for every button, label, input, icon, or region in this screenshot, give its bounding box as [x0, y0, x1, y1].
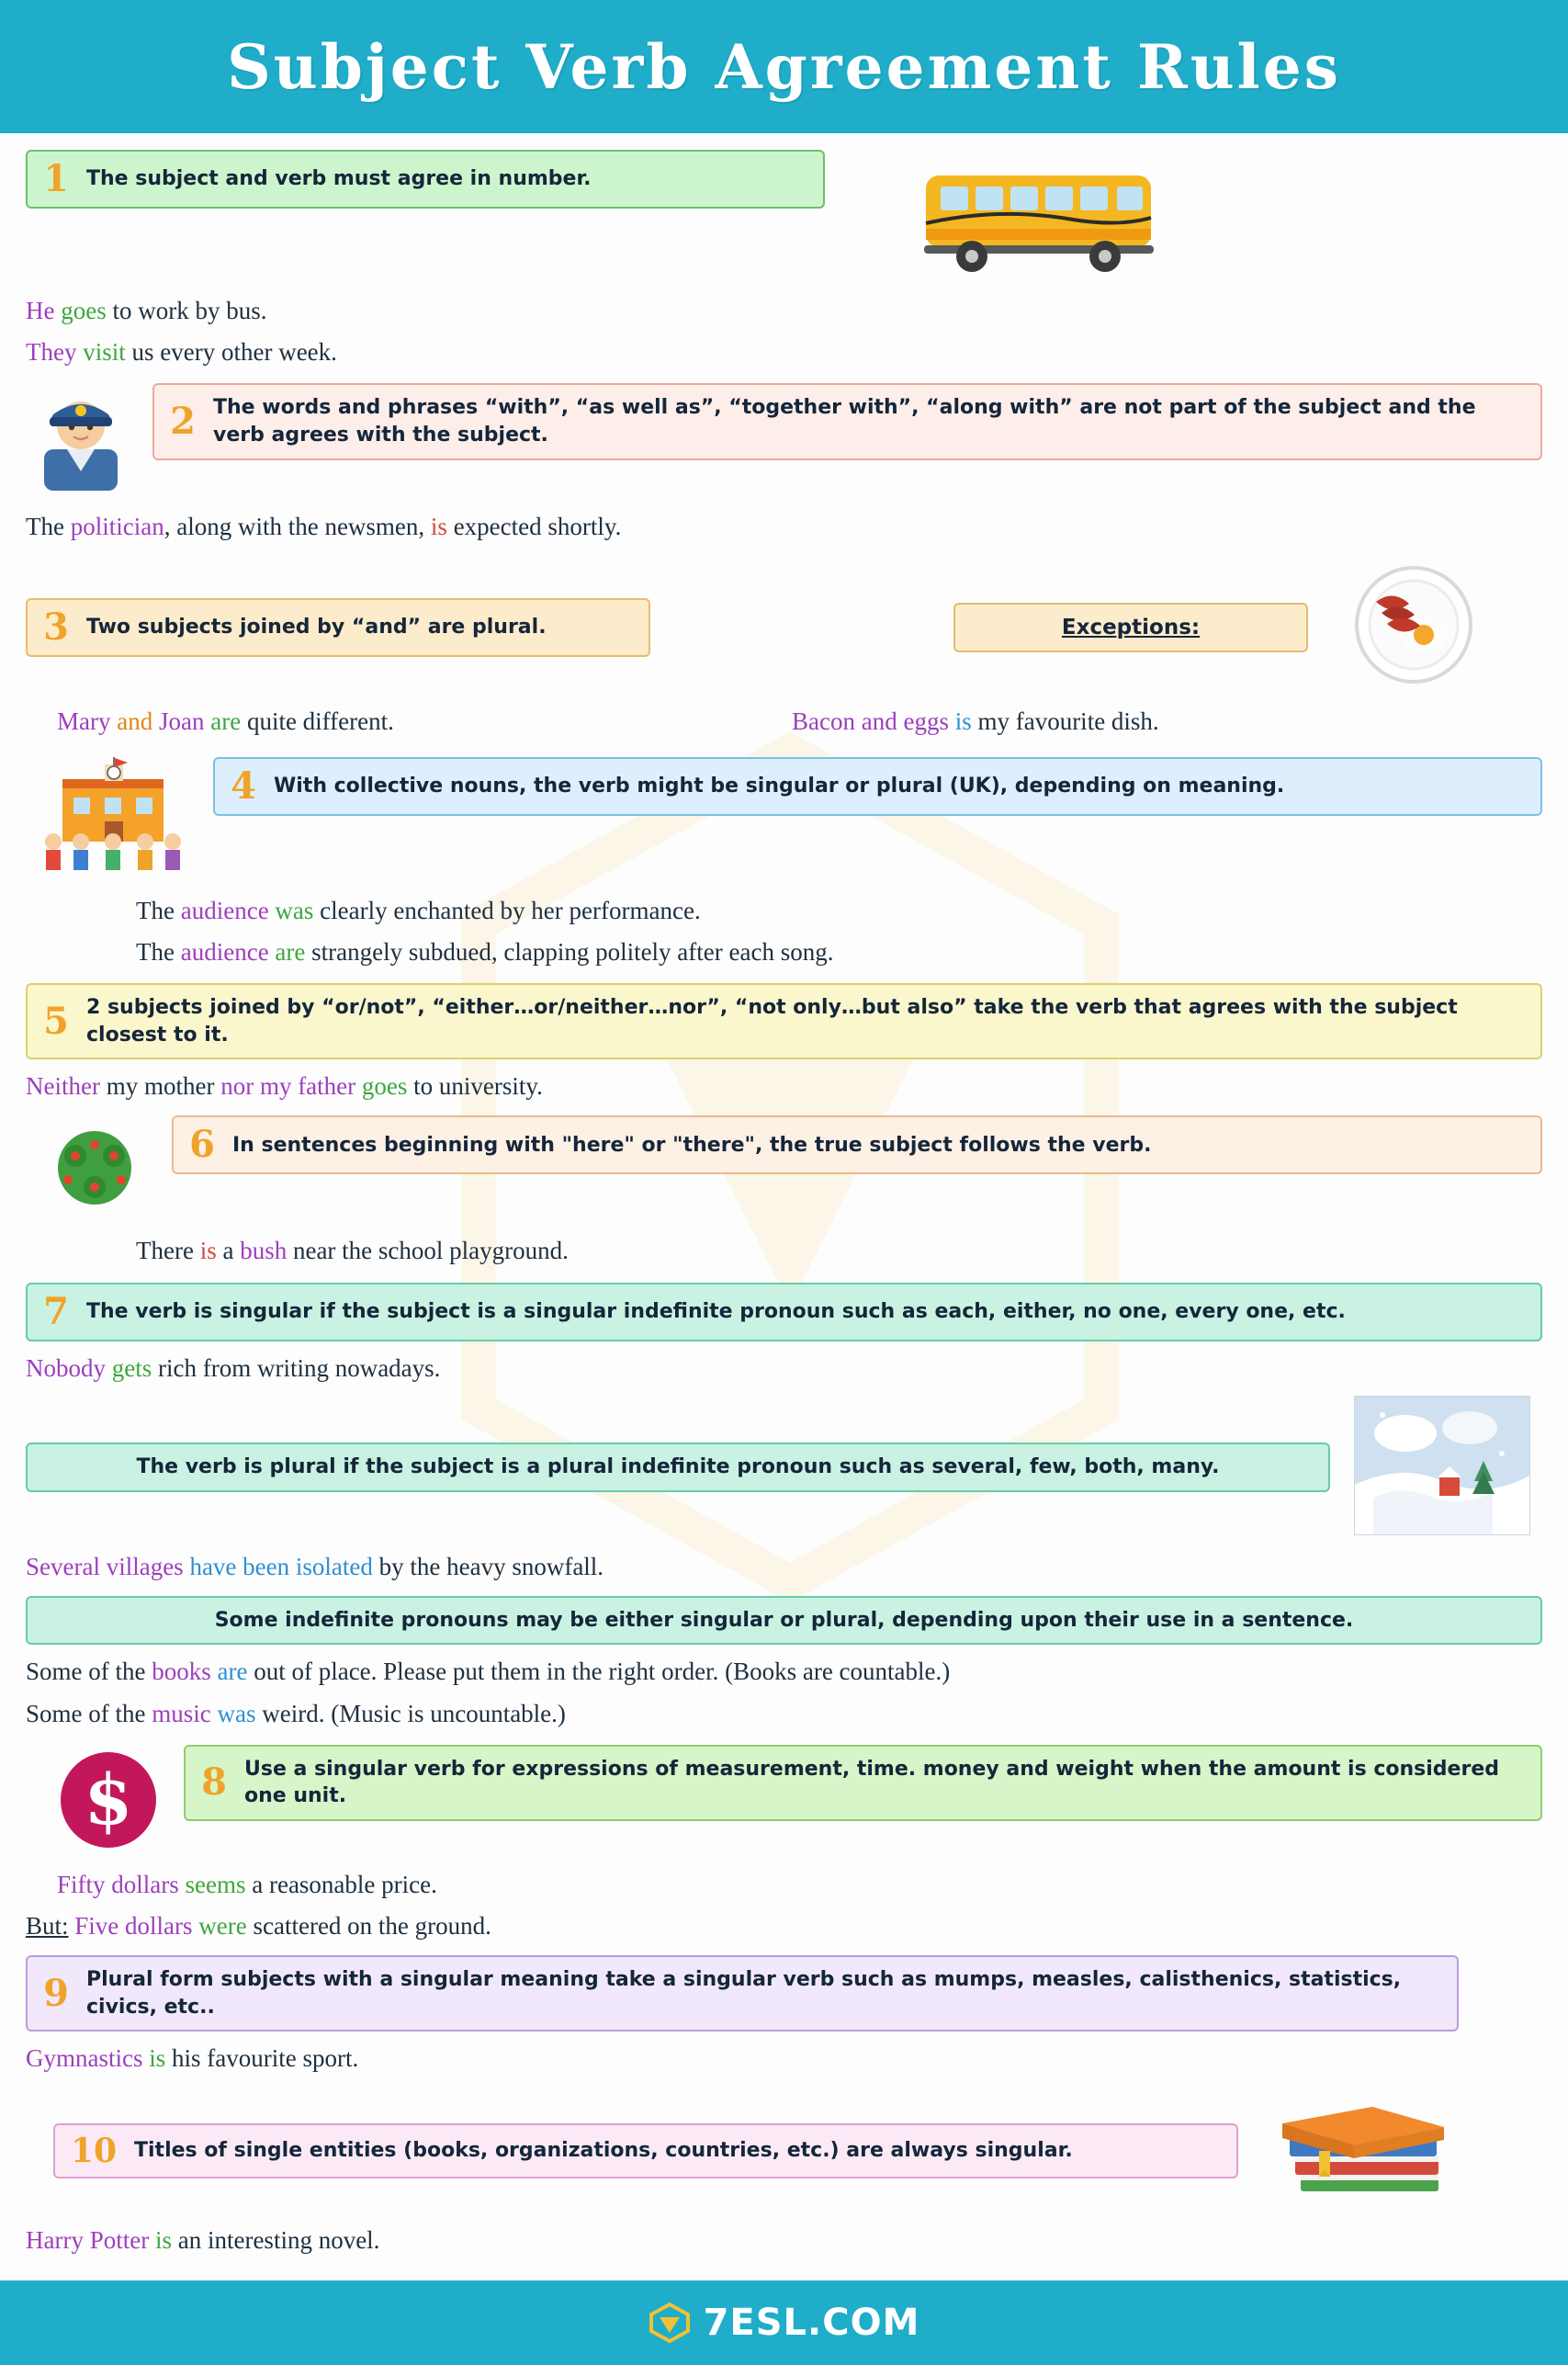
school-children-image [26, 757, 200, 886]
rule-2-number: 2 [170, 399, 196, 443]
rule-2-banner [152, 383, 1542, 459]
logo-icon [649, 2302, 691, 2344]
rule-4-row [26, 757, 1542, 886]
rule-7-sub-text-1: The verb is plural if the subject is a plural indefinite pronoun such as several, few, both, many. [136, 1455, 1220, 1479]
rule-7-example-4: Some of the music was weird. (Music is uncountable.) [26, 1699, 566, 1727]
rule-5-number: 5 [43, 999, 69, 1043]
rule-7-sub-banner-1 [26, 1443, 1330, 1492]
rule-10-row [26, 2087, 1542, 2215]
rule-7-sub-1-row [26, 1396, 1542, 1540]
rule-9-banner [26, 1955, 1459, 2031]
rule-10-example-1: Harry Potter is an interesting novel. [26, 2225, 380, 2254]
rule-5-banner [26, 983, 1542, 1059]
rule-1-text: The subject and verb must agree in number. [86, 167, 592, 191]
exceptions-label: Exceptions: [953, 603, 1308, 652]
rule-9-example-1: Gymnastics is his favourite sport. [26, 2044, 359, 2073]
rule-7-example-1: Nobody gets rich from writing nowadays. [26, 1353, 441, 1382]
rule-7-example-3: Some of the books are out of place. Please put them in the right order. (Books are countable.) [26, 1658, 951, 1686]
rule-1-row [26, 150, 1542, 288]
rule-3-example-2: Bacon and eggs is my favourite dish. [792, 707, 1159, 736]
rule-2-example-1: The politician, along with the newsmen, is expected shortly. [26, 513, 622, 541]
rule-10-text: Titles of single entities (books, organizations, countries, etc.) are always singular. [134, 2138, 1073, 2162]
rule-7-example-2: Several villages have been isolated by the heavy snowfall. [26, 1552, 604, 1580]
rule-1-banner [26, 150, 825, 209]
rule-6-text: In sentences beginning with "here" or "there", the true subject follows the verb. [232, 1133, 1152, 1157]
snow-village-image [1354, 1396, 1530, 1540]
brand-name: 7ESL.COM [703, 2301, 920, 2344]
rule-1-example-1: He goes to work by bus. [26, 297, 267, 324]
rule-10-number: 10 [70, 2131, 118, 2170]
rule-7-sub-text-2: Some indefinite pronouns may be either singular or plural, depending upon their use in a sentence. [214, 1608, 1354, 1632]
rule-2-row [26, 383, 1542, 498]
rule-1-example-2: They visit us every other week. [26, 338, 337, 367]
rule-6-row [26, 1115, 1542, 1226]
rule-4-example-2: The audience are strangely subdued, clapping politely after each song. [136, 937, 834, 966]
rule-3-banner [26, 598, 650, 657]
bacon-and-eggs-image [1345, 556, 1483, 698]
rule-3-row [26, 556, 1542, 698]
rule-8-banner [184, 1745, 1542, 1821]
rule-7-sub-banner-2 [26, 1596, 1542, 1646]
rule-4-number: 4 [231, 764, 256, 808]
books-stack-image [1264, 2087, 1461, 2215]
rule-6-example-1: There is a bush near the school playground. [136, 1237, 569, 1265]
rule-2-text: The words and phrases “with”, “as well as”, “together with”, “along with” are not part of the subject and the verb agrees with the subject. [213, 396, 1476, 447]
rule-7-text: The verb is singular if the subject is a singular indefinite pronoun such as each, either, no one, every one, etc. [86, 1299, 1346, 1323]
police-officer-image [26, 383, 136, 498]
rule-6-number: 6 [189, 1123, 215, 1167]
rule-3-number: 3 [43, 605, 69, 649]
rule-9-text: Plural form subjects with a singular meaning take a singular verb such as mumps, measles, calisthenics, statistics, civics, etc.. [86, 1968, 1402, 2019]
page-title: Subject Verb Agreement Rules [227, 30, 1341, 103]
rule-7-banner [26, 1283, 1542, 1341]
rule-8-example-2: But: Five dollars were scattered on the ground. [26, 1911, 491, 1940]
rule-1-number: 1 [43, 157, 69, 200]
rule-3-example-1: Mary and Joan are quite different. [57, 707, 394, 736]
rule-4-text: With collective nouns, the verb might be singular or plural (UK), depending on meaning. [274, 774, 1285, 798]
rule-3-text: Two subjects joined by “and” are plural. [86, 616, 547, 639]
dollar-coin-image [53, 1745, 164, 1860]
rule-5-text: 2 subjects joined by “or/not”, “either…or/neither…nor”, “not only…but also” take the verb that agrees with the subject closest to it. [86, 995, 1458, 1047]
rule-9-number: 9 [43, 1971, 69, 2015]
rule-8-text: Use a singular verb for expressions of measurement, time. money and weight when the amount is considered one unit. [244, 1757, 1499, 1808]
poster-header [0, 0, 1568, 133]
rule-5-example-1: Neither my mother nor my father goes to university. [26, 1072, 543, 1101]
rule-6-banner [172, 1115, 1542, 1174]
poster-body [0, 133, 1568, 2280]
svg-text:$: $ [84, 1758, 133, 1840]
rule-4-example-1: The audience was clearly enchanted by her performance. [136, 896, 701, 924]
school-bus-image [908, 150, 1169, 288]
rule-7-number: 7 [43, 1289, 69, 1333]
rule-4-banner [213, 757, 1542, 816]
rule-3-examples-row [26, 698, 1542, 743]
rule-8-row [26, 1745, 1542, 1860]
rule-10-banner [53, 2123, 1238, 2178]
rule-8-example-1: Fifty dollars seems a reasonable price. [57, 1870, 437, 1898]
rule-8-number: 8 [201, 1760, 227, 1805]
bush-image [42, 1115, 148, 1226]
